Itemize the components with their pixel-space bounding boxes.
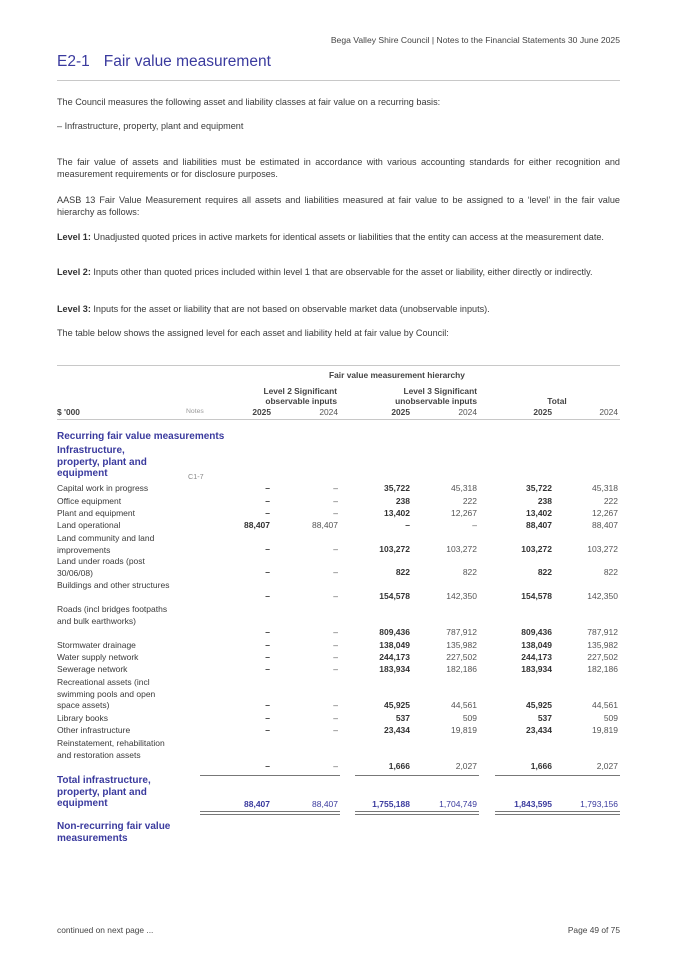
total-cell: 1,755,188	[372, 799, 410, 809]
table-cell: –	[333, 483, 338, 493]
table-cell: 138,049	[379, 640, 410, 650]
table-cell: 822	[395, 567, 410, 577]
level2-header-line1: Level 2 Significant	[263, 386, 337, 396]
table-cell: 809,436	[521, 627, 552, 637]
table-cell: 142,350	[446, 591, 477, 601]
table-cell: 2,027	[596, 761, 618, 771]
table-cell: 183,934	[379, 664, 410, 674]
table-cell: –	[333, 591, 338, 601]
level3-definition	[57, 303, 620, 315]
subtotal-rule	[495, 775, 620, 776]
row-label: Reinstatement, rehabilitation and restoration assets	[57, 738, 165, 760]
table-cell: 1,666	[530, 761, 552, 771]
table-cell: 822	[462, 567, 477, 577]
table-cell: –	[265, 725, 270, 735]
row-label: Buildings and other structures	[57, 580, 170, 590]
year-l3-2025: 2025	[391, 407, 410, 417]
table-cell: –	[333, 544, 338, 554]
table-cell: 822	[537, 567, 552, 577]
table-cell: 238	[395, 496, 410, 506]
level1-text: Unadjusted quoted prices in active markets for identical assets or liabilities that the entity can access at the measurement date.	[90, 232, 604, 242]
table-cell: –	[265, 567, 270, 577]
table-cell: 45,318	[592, 483, 618, 493]
total-cell: 1,843,595	[514, 799, 552, 809]
table-cell: 103,272	[521, 544, 552, 554]
row-label: Land operational	[57, 520, 121, 530]
table-cell: 787,912	[587, 627, 618, 637]
header-bottom-rule	[57, 419, 620, 420]
year-total-2024: 2024	[599, 407, 618, 417]
row-label: Other infrastructure	[57, 725, 131, 735]
intro-paragraph: The Council measures the following asset and liability classes at fair value on a recurring basis:	[57, 97, 441, 107]
table-cell: 142,350	[587, 591, 618, 601]
row-label: Roads (incl bridges footpaths and bulk earthworks)	[57, 604, 168, 626]
subtotal-rule	[200, 775, 340, 776]
table-cell: 537	[537, 713, 552, 723]
total-double-rule	[200, 811, 340, 815]
recurring-heading: Recurring fair value measurements	[57, 431, 225, 442]
table-cell: 1,666	[388, 761, 410, 771]
year-l2-2025: 2025	[252, 407, 271, 417]
row-label: Water supply network	[57, 652, 139, 662]
level2-text: Inputs other than quoted prices included within level 1 that are observable for the asset or liability, either directly or indirectly.	[90, 267, 593, 277]
table-cell: 103,272	[379, 544, 410, 554]
level3-text: Inputs for the asset or liability that are not based on observable market data (unobservable inputs).	[90, 304, 490, 314]
table-cell: –	[333, 567, 338, 577]
section-title: Fair value measurement	[103, 53, 271, 70]
table-cell: 35,722	[384, 483, 410, 493]
super-header: Fair value measurement hierarchy	[329, 370, 465, 380]
row-label: Stormwater drainage	[57, 640, 136, 650]
row-label: Library books	[57, 713, 109, 723]
table-top-rule	[57, 365, 620, 366]
year-l2-2024: 2024	[319, 407, 338, 417]
table-cell: 182,186	[587, 664, 618, 674]
level1-definition	[57, 231, 620, 243]
table-cell: –	[265, 652, 270, 662]
total-double-rule	[495, 811, 620, 815]
year-total-2025: 2025	[533, 407, 552, 417]
page-title	[57, 53, 271, 71]
ippe-heading: Infrastructure, property, plant and equipment	[57, 445, 147, 480]
table-cell: 88,407	[592, 520, 618, 530]
table-cell: 509	[603, 713, 618, 723]
year-l3-2024: 2024	[458, 407, 477, 417]
table-cell: –	[333, 652, 338, 662]
table-cell: –	[333, 640, 338, 650]
table-cell: 222	[462, 496, 477, 506]
table-cell: 44,561	[592, 700, 618, 710]
table-cell: 135,982	[446, 640, 477, 650]
total-cell: 1,704,749	[439, 799, 477, 809]
table-cell: –	[265, 496, 270, 506]
table-cell: 238	[537, 496, 552, 506]
table-cell: 23,434	[384, 725, 410, 735]
running-header: Bega Valley Shire Council | Notes to the Financial Statements 30 June 2025	[330, 35, 620, 45]
table-cell: 822	[603, 567, 618, 577]
table-cell: 809,436	[379, 627, 410, 637]
fair-value-paragraph: The fair value of assets and liabilities must be estimated in accordance with various accounting standards for either recognition and measurement requirements or for disclosure purposes.	[57, 157, 620, 180]
unit-label: $ '000	[57, 407, 80, 417]
table-cell: –	[265, 508, 270, 518]
aasb13-paragraph: AASB 13 Fair Value Measurement requires all assets and liabilities measured at fair value to be assigned to a ‘level’ in the fair value hierarchy as follows:	[57, 195, 620, 218]
table-cell: 135,982	[587, 640, 618, 650]
section-number: E2-1	[57, 53, 90, 70]
table-cell: 45,318	[451, 483, 477, 493]
level3-header-line2: unobservable inputs	[395, 396, 477, 406]
table-cell: 88,407	[526, 520, 552, 530]
table-cell: 23,434	[526, 725, 552, 735]
page-number: Page 49 of 75	[567, 925, 620, 935]
table-cell: 2,027	[455, 761, 477, 771]
subtotal-rule	[355, 775, 479, 776]
total-cell: 1,793,156	[580, 799, 618, 809]
table-cell: 787,912	[446, 627, 477, 637]
table-cell: 88,407	[244, 520, 270, 530]
table-cell: 88,407	[312, 520, 338, 530]
level2-header-line2: observable inputs	[265, 396, 337, 406]
row-label: Office equipment	[57, 496, 122, 506]
table-cell: 154,578	[521, 591, 552, 601]
level3-label: Level 3:	[57, 304, 91, 314]
table-cell: 45,925	[384, 700, 410, 710]
table-cell: 19,819	[592, 725, 618, 735]
table-cell: 183,934	[521, 664, 552, 674]
table-cell: 182,186	[446, 664, 477, 674]
total-cell: 88,407	[244, 799, 270, 809]
row-label: Capital work in progress	[57, 483, 149, 493]
table-cell: 13,402	[384, 508, 410, 518]
table-cell: 44,561	[451, 700, 477, 710]
table-cell: –	[333, 508, 338, 518]
nonrecurring-heading: Non-recurring fair value measurements	[57, 821, 171, 844]
row-label: Land under roads (post 30/06/08)	[57, 556, 145, 578]
table-cell: 154,578	[379, 591, 410, 601]
table-cell: 227,502	[587, 652, 618, 662]
table-cell: –	[405, 520, 410, 530]
table-cell: –	[333, 725, 338, 735]
total-cell: 88,407	[312, 799, 338, 809]
table-cell: –	[265, 664, 270, 674]
total-label: Total infrastructure, property, plant and equipment	[57, 775, 151, 810]
row-label: Sewerage network	[57, 664, 128, 674]
total-header: Total	[547, 396, 567, 406]
table-cell: –	[333, 627, 338, 637]
level2-definition	[57, 266, 620, 278]
table-cell: 103,272	[587, 544, 618, 554]
table-cell: –	[333, 496, 338, 506]
table-cell: –	[472, 520, 477, 530]
continued-note: continued on next page ...	[57, 925, 154, 935]
notes-header: Notes	[186, 408, 204, 415]
table-cell: –	[265, 640, 270, 650]
level2-label: Level 2:	[57, 267, 91, 277]
table-cell: 509	[462, 713, 477, 723]
row-label: Land community and land improvements	[57, 533, 155, 555]
table-intro-paragraph: The table below shows the assigned level for each asset and liability held at fair value by Council:	[57, 328, 449, 338]
total-double-rule	[355, 811, 479, 815]
table-cell: –	[265, 761, 270, 771]
table-cell: –	[265, 591, 270, 601]
table-cell: 19,819	[451, 725, 477, 735]
table-cell: –	[333, 664, 338, 674]
table-cell: –	[265, 700, 270, 710]
title-divider	[57, 80, 620, 81]
table-cell: 138,049	[521, 640, 552, 650]
table-cell: –	[333, 713, 338, 723]
table-cell: –	[265, 627, 270, 637]
table-cell: 222	[603, 496, 618, 506]
table-cell: 227,502	[446, 652, 477, 662]
table-cell: 244,173	[521, 652, 552, 662]
table-cell: –	[265, 483, 270, 493]
table-cell: 12,267	[592, 508, 618, 518]
table-cell: –	[333, 700, 338, 710]
note-reference: C1-7	[188, 472, 204, 481]
table-cell: 45,925	[526, 700, 552, 710]
row-label: Recreational assets (incl swimming pools and open space assets)	[57, 677, 156, 711]
table-cell: 537	[395, 713, 410, 723]
level3-header-line1: Level 3 Significant	[403, 386, 477, 396]
asset-class-item: – Infrastructure, property, plant and equipment	[57, 121, 244, 131]
table-cell: 12,267	[451, 508, 477, 518]
table-cell: 13,402	[526, 508, 552, 518]
table-cell: –	[333, 761, 338, 771]
table-cell: 35,722	[526, 483, 552, 493]
table-cell: 244,173	[379, 652, 410, 662]
level1-label: Level 1:	[57, 232, 91, 242]
table-cell: –	[265, 544, 270, 554]
table-cell: 103,272	[446, 544, 477, 554]
row-label: Plant and equipment	[57, 508, 135, 518]
table-cell: –	[265, 713, 270, 723]
